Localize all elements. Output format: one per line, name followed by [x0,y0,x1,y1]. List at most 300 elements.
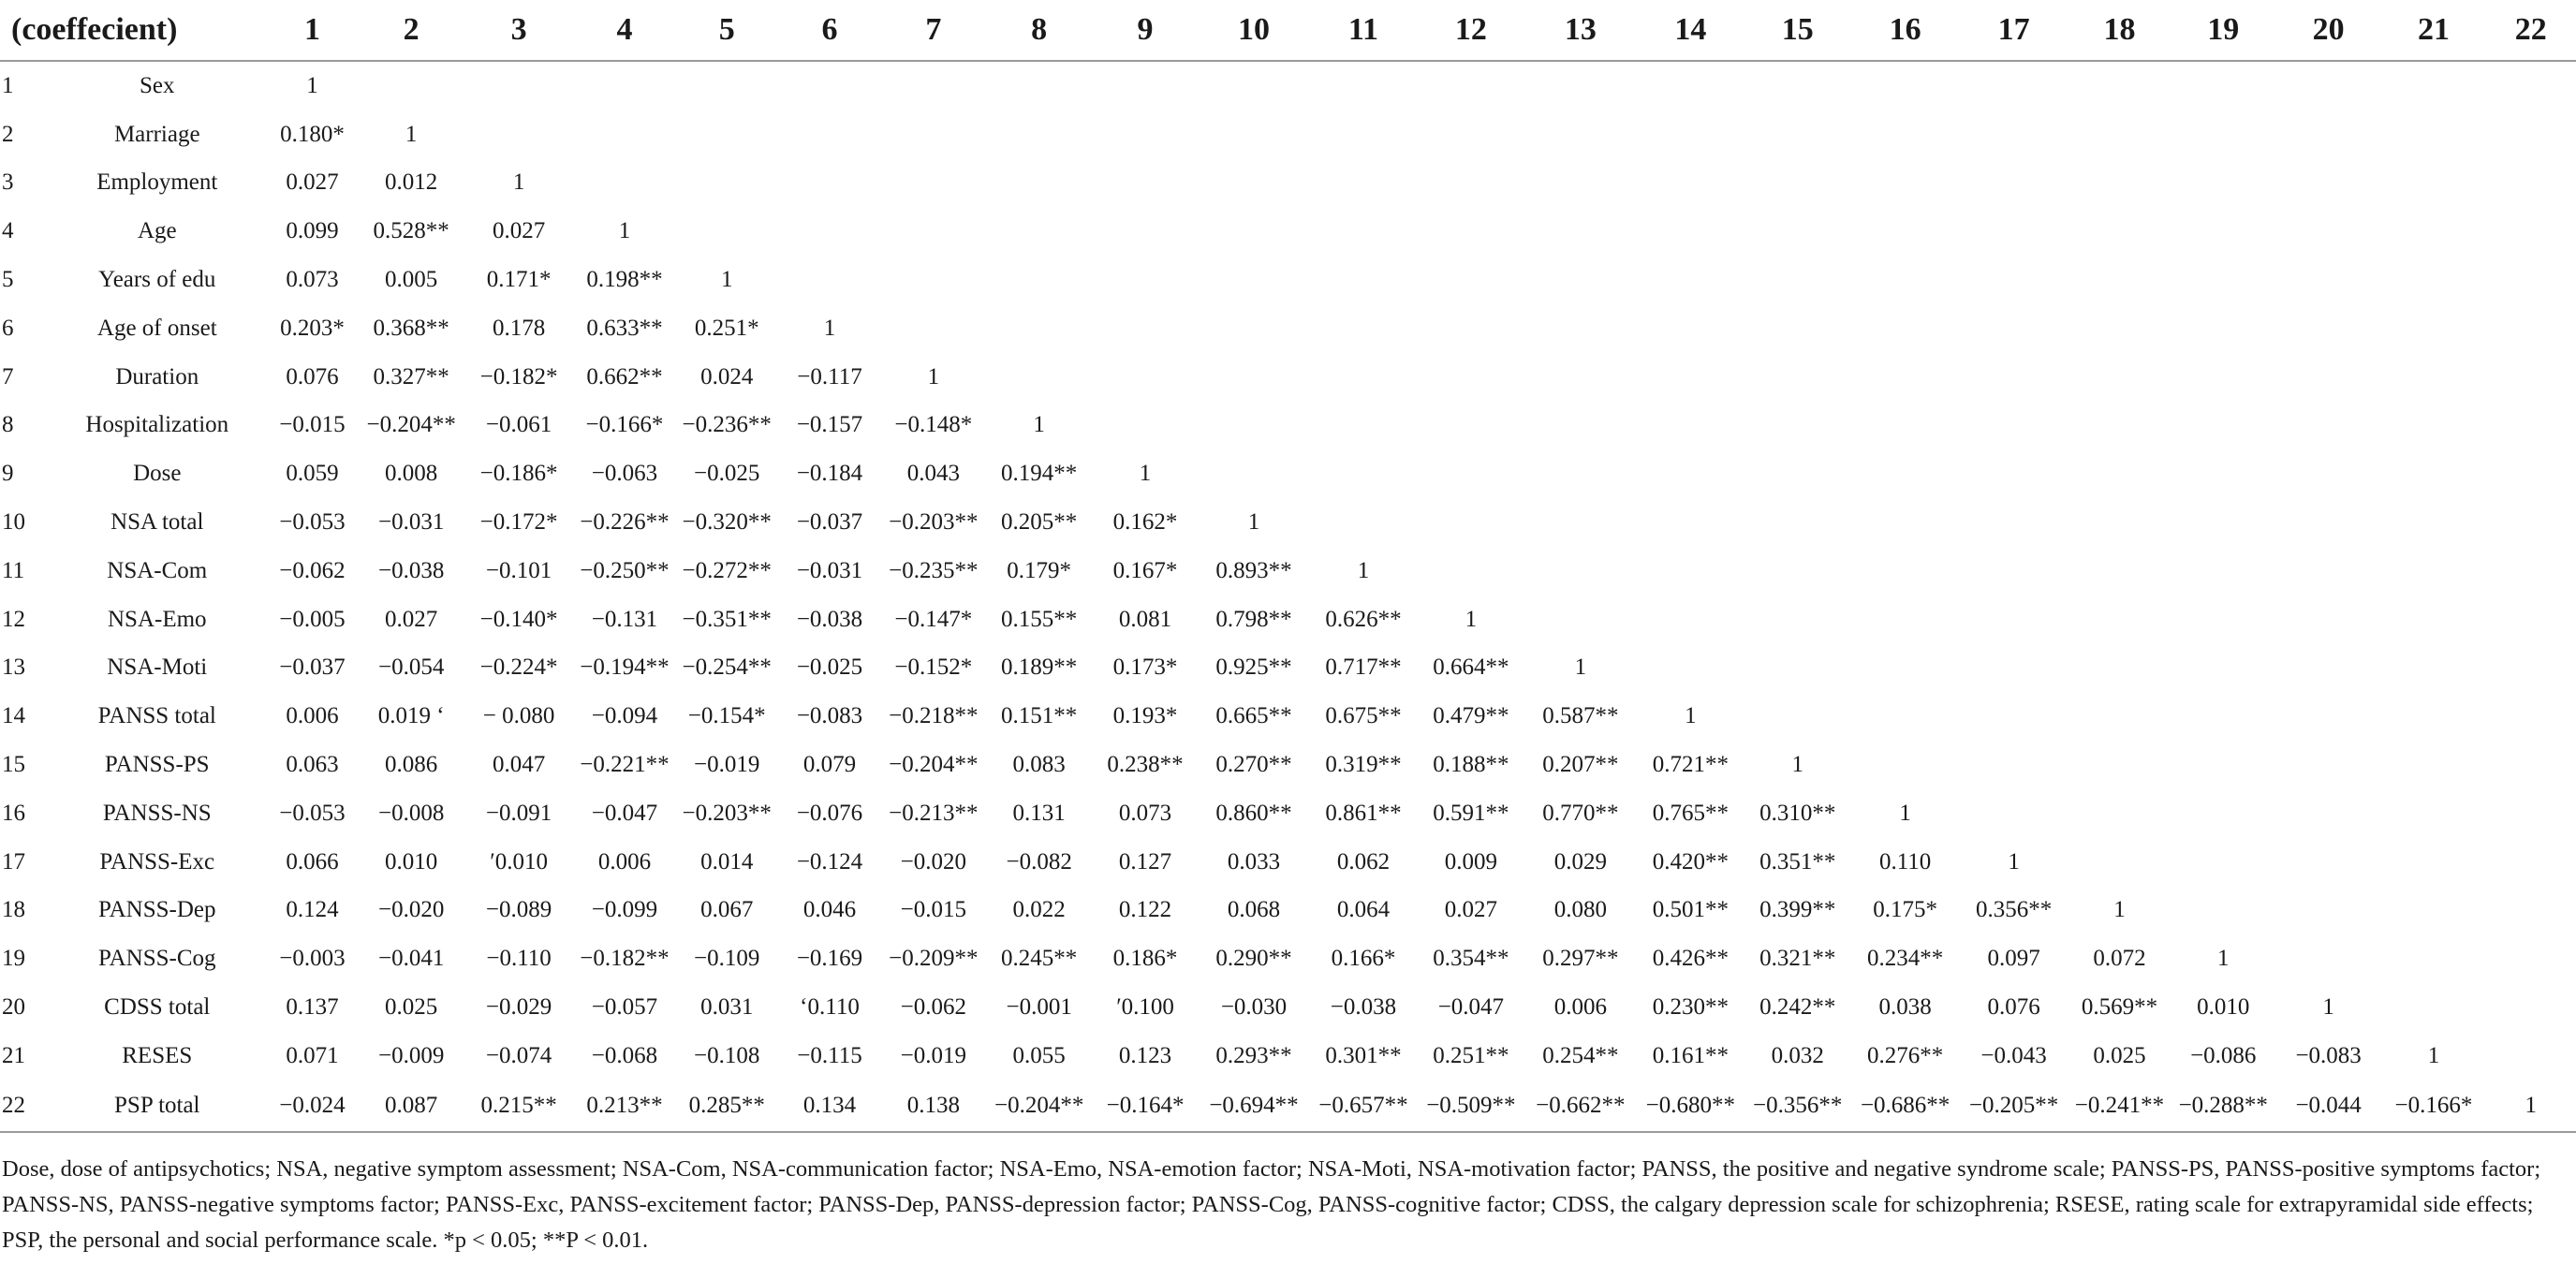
coefficient-cell: −0.025 [796,654,863,681]
empty-cell [1850,110,1960,159]
column-header-20: 20 [2275,0,2382,61]
coefficient-cell: 0.675** [1325,703,1402,729]
coefficient-cell: 0.124 [286,897,339,923]
coefficient-cell: −0.509** [1426,1092,1516,1118]
coefficient-cell: −0.272** [682,557,772,583]
coefficient-cell: −0.038 [796,606,863,632]
column-header-15: 15 [1744,0,1850,61]
table-row [0,498,2576,547]
coefficient-cell: 0.024 [700,363,754,390]
empty-cell [2171,353,2275,402]
empty-cell [2171,110,2275,159]
coefficient-cell: −0.169 [796,946,863,972]
table-row [0,644,2576,693]
column-header-3: 3 [464,0,574,61]
coefficient-cell: −0.694** [1209,1092,1299,1118]
empty-cell [1960,789,2068,838]
coefficient-cell: −0.109 [694,946,760,972]
row-variable-name: Years of edu [98,267,216,293]
coefficient-cell: −0.182* [479,363,558,390]
empty-cell [1850,547,1960,595]
row-number: 5 [2,267,14,293]
empty-cell [2382,402,2486,450]
row-number: 22 [2,1092,25,1118]
coefficient-cell: 0.151** [1001,703,1078,729]
coefficient-cell: 0.064 [1336,897,1391,923]
empty-cell [2275,304,2382,353]
empty-cell [778,207,881,256]
coefficient-cell: 0.059 [286,461,339,487]
coefficient-cell: −0.041 [377,946,445,972]
coefficient-cell: −0.157 [796,412,863,438]
row-number: 15 [2,752,25,778]
empty-cell [2275,402,2382,450]
coefficient-cell: −0.166* [2394,1092,2473,1118]
empty-cell [1744,547,1850,595]
coefficient-cell: 0.301** [1325,1042,1402,1068]
row-variable-name: NSA-Moti [107,654,208,681]
coefficient-cell: 0.242** [1759,994,1836,1021]
empty-cell [2068,449,2171,498]
empty-cell [1960,110,2068,159]
coefficient-cell: 0.189** [1001,654,1078,681]
coefficient-cell: 0.006 [286,703,339,729]
coefficient-cell: 0.356** [1975,897,2053,923]
coefficient-header-label: (coeffecient) [0,0,266,61]
row-variable-name: PANSS-Dep [98,897,216,923]
table-row [0,353,2576,402]
coefficient-cell: 0.251* [694,315,759,341]
empty-cell [2485,838,2576,887]
empty-cell [2275,159,2382,208]
empty-cell [675,61,778,110]
coefficient-cell: 0.073 [286,267,339,293]
empty-cell [1417,353,1524,402]
empty-cell [2382,207,2486,256]
coefficient-cell: 0.066 [286,848,339,875]
coefficient-cell: 0.006 [1553,994,1607,1021]
coefficient-cell: 0.072 [2093,946,2146,972]
row-variable-name: Dose [133,461,182,487]
row-number: 14 [2,703,25,729]
empty-cell [2485,887,2576,935]
coefficient-cell: 0.155** [1001,606,1078,632]
coefficient-cell: 0.027 [1444,897,1497,923]
empty-cell [2382,61,2486,110]
coefficient-cell: 0.198** [586,267,663,293]
coefficient-cell: 0.087 [385,1092,438,1118]
coefficient-cell: −0.131 [591,606,658,632]
coefficient-cell: 0.319** [1325,752,1402,778]
row-number: 16 [2,800,25,826]
empty-cell [1417,402,1524,450]
coefficient-cell: −0.250** [580,557,670,583]
row-variable-name: PANSS-PS [104,752,210,778]
empty-cell [2382,110,2486,159]
coefficient-cell: 0.245** [1001,946,1078,972]
empty-cell [2275,838,2382,887]
row-variable-name: PSP total [114,1092,200,1118]
coefficient-cell: 0.205** [1001,509,1078,536]
empty-cell [1093,304,1199,353]
row-number: 10 [2,509,25,536]
coefficient-cell: 1 [1685,703,1697,729]
empty-cell [2275,207,2382,256]
empty-cell [1744,595,1850,644]
row-number: 20 [2,994,25,1021]
coefficient-cell: −0.218** [889,703,979,729]
empty-cell [1744,256,1850,304]
empty-cell [2068,789,2171,838]
empty-cell [2171,644,2275,693]
empty-cell [2068,692,2171,741]
empty-cell [1960,692,2068,741]
coefficient-cell: −0.686** [1860,1092,1950,1118]
empty-cell [1417,498,1524,547]
empty-cell [2485,741,2576,789]
coefficient-cell: −0.047 [591,800,658,826]
coefficient-cell: −0.053 [279,509,346,536]
empty-cell [2382,353,2486,402]
empty-cell [2382,595,2486,644]
empty-cell [881,256,986,304]
coefficient-cell: 0.081 [1118,606,1172,632]
empty-cell [1524,256,1636,304]
coefficient-cell: −0.061 [485,412,552,438]
empty-cell [1417,304,1524,353]
coefficient-cell: 1 [1574,654,1587,681]
empty-cell [1960,741,2068,789]
empty-cell [2382,934,2486,983]
row-variable-name: Employment [96,169,218,196]
coefficient-cell: 0.080 [1553,897,1607,923]
empty-cell [2382,789,2486,838]
row-number: 7 [2,363,14,390]
empty-cell [1198,449,1309,498]
coefficient-cell: 0.290** [1215,946,1292,972]
coefficient-cell: 0.186* [1112,946,1178,972]
empty-cell [1310,498,1418,547]
empty-cell [2275,934,2382,983]
coefficient-cell: 0.031 [700,994,754,1021]
empty-cell [2485,449,2576,498]
empty-cell [2485,110,2576,159]
empty-cell [2485,207,2576,256]
empty-cell [2485,547,2576,595]
coefficient-cell: 0.173* [1112,654,1178,681]
table-row [0,449,2576,498]
coefficient-cell: −0.037 [796,509,863,536]
empty-cell [1310,353,1418,402]
coefficient-cell: −0.662** [1536,1092,1626,1118]
empty-cell [986,61,1093,110]
coefficient-cell: 0.010 [2197,994,2250,1021]
empty-cell [2485,159,2576,208]
coefficient-cell: 1 [405,121,418,147]
empty-cell [1744,353,1850,402]
coefficient-cell: 0.038 [1878,994,1932,1021]
row-number: 11 [2,557,25,583]
empty-cell [986,353,1093,402]
empty-cell [2275,547,2382,595]
empty-cell [1310,207,1418,256]
empty-cell [1093,207,1199,256]
row-number: 4 [2,218,14,244]
empty-cell [1850,353,1960,402]
coefficient-cell: −0.203** [889,509,979,536]
coefficient-cell: −0.086 [2190,1042,2257,1068]
coefficient-cell: 0.479** [1433,703,1509,729]
empty-cell [2275,256,2382,304]
coefficient-cell: 0.351** [1759,848,1836,875]
coefficient-cell: 0.009 [1444,848,1497,875]
empty-cell [1744,449,1850,498]
coefficient-cell: 0.230** [1652,994,1729,1021]
empty-cell [464,61,574,110]
empty-cell [1850,595,1960,644]
empty-cell [1850,304,1960,353]
coefficient-cell: 0.215** [480,1092,557,1118]
table-row [0,934,2576,983]
table-footnote: Dose, dose of antipsychotics; NSA, negative symptom assessment; NSA-Com, NSA-communication factor; NSA-Emo, NSA-emotion factor; NSA-Moti, NSA-motivation factor; PANSS, the positive and negative syndrome scale; PANSS-PS, PANSS-positive symptoms factor; PANSS-NS, PANSS-negative symptoms factor; PANSS-Exc, PANSS-excitement factor; PANSS-Dep, PANSS-depression factor; PANSS-Cog, PANSS-cognitive factor; CDSS, the calgary depression scale for schizophrenia; RSESE, rating scale for extrapyramidal side effects; PSP, the personal and social performance scale. *p < 0.05; **P < 0.01. [0,1132,2576,1258]
empty-cell [881,304,986,353]
row-number: 18 [2,897,25,923]
coefficient-cell: 1 [2217,946,2230,972]
empty-cell [2485,304,2576,353]
coefficient-cell: 0.063 [286,752,339,778]
empty-cell [1310,61,1418,110]
row-variable-name: Age of onset [96,315,217,341]
row-number: 8 [2,412,14,438]
coefficient-cell: 0.203* [280,315,345,341]
coefficient-cell: −0.115 [797,1042,862,1068]
coefficient-cell: −0.043 [1980,1042,2047,1068]
empty-cell [1198,256,1309,304]
coefficient-cell: 1 [823,315,836,341]
empty-cell [2068,838,2171,887]
coefficient-cell: 0.022 [1012,897,1066,923]
coefficient-cell: −0.005 [279,606,346,632]
column-header-21: 21 [2382,0,2486,61]
empty-cell [1093,402,1199,450]
coefficient-cell: 0.161** [1652,1042,1729,1068]
table-row [0,304,2576,353]
empty-cell [1636,207,1744,256]
empty-cell [1093,61,1199,110]
empty-cell [2382,304,2486,353]
coefficient-cell: −0.029 [485,994,552,1021]
row-variable-name: RESES [122,1042,193,1068]
coefficient-cell: −0.657** [1318,1092,1408,1118]
empty-cell [2068,547,2171,595]
empty-cell [2171,595,2275,644]
coefficient-cell: −0.038 [377,557,445,583]
coefficient-cell: −0.044 [2295,1092,2362,1118]
coefficient-cell: 0.010 [385,848,438,875]
coefficient-cell: −0.083 [2295,1042,2362,1068]
coefficient-cell: −0.068 [591,1042,658,1068]
coefficient-cell: −0.082 [1006,848,1072,875]
coefficient-cell: 1 [2113,897,2126,923]
empty-cell [2485,644,2576,693]
coefficient-cell: 0.027 [286,169,339,196]
coefficient-cell: 1 [1791,752,1803,778]
column-header-4: 4 [574,0,676,61]
coefficient-cell: −0.053 [279,800,346,826]
row-variable-name: NSA total [110,509,204,536]
coefficient-cell: 0.025 [385,994,438,1021]
coefficient-cell: 0.270** [1215,752,1292,778]
empty-cell [2068,595,2171,644]
coefficient-cell: 0.025 [2093,1042,2146,1068]
coefficient-cell: 0.179* [1007,557,1072,583]
empty-cell [2275,498,2382,547]
coefficient-cell: 0.528** [373,218,449,244]
table-row [0,789,2576,838]
coefficient-cell: 0.086 [385,752,438,778]
coefficient-cell: −0.057 [591,994,658,1021]
coefficient-cell: −0.680** [1645,1092,1735,1118]
row-variable-name: PANSS total [97,703,216,729]
coefficient-cell: −0.062 [900,994,966,1021]
row-variable-name: Duration [115,363,199,390]
table-row [0,61,2576,110]
coefficient-cell: −0.091 [485,800,552,826]
coefficient-cell: 0.005 [385,267,438,293]
empty-cell [1744,61,1850,110]
empty-cell [2485,1032,2576,1081]
empty-cell [778,256,881,304]
coefficient-cell: −0.204** [889,752,979,778]
empty-cell [1310,449,1418,498]
empty-cell [2171,741,2275,789]
coefficient-cell: 0.131 [1012,800,1066,826]
empty-cell [1198,402,1309,450]
coefficient-cell: −0.009 [377,1042,445,1068]
coefficient-cell: 0.717** [1325,654,1402,681]
empty-cell [1417,110,1524,159]
empty-cell [574,159,676,208]
empty-cell [881,207,986,256]
empty-cell [1850,61,1960,110]
coefficient-cell: −0.224* [479,654,558,681]
empty-cell [1524,61,1636,110]
row-variable-name: PANSS-Cog [98,946,216,972]
coefficient-cell: 1 [720,267,733,293]
row-number: 1 [2,72,14,98]
coefficient-cell: 1 [1899,800,1911,826]
coefficient-cell: 0.327** [373,363,449,390]
coefficient-cell: 0.721** [1652,752,1729,778]
column-header-6: 6 [778,0,881,61]
coefficient-cell: 0.134 [802,1092,857,1118]
empty-cell [1744,304,1850,353]
empty-cell [2068,61,2171,110]
table-row [0,256,2576,304]
row-variable-name: NSA-Emo [107,606,207,632]
coefficient-cell: −0.063 [591,461,658,487]
coefficient-cell: 1 [2427,1042,2440,1068]
coefficient-cell: 0.166* [1331,946,1396,972]
empty-cell [1524,353,1636,402]
empty-cell [1744,402,1850,450]
coefficient-cell: 0.293** [1215,1042,1292,1068]
coefficient-cell: 0.633** [586,315,663,341]
empty-cell [1850,644,1960,693]
coefficient-cell: 0.234** [1867,946,1944,972]
column-header-5: 5 [675,0,778,61]
column-header-7: 7 [881,0,986,61]
column-header-13: 13 [1524,0,1636,61]
coefficient-cell: 0.055 [1012,1042,1066,1068]
empty-cell [1524,449,1636,498]
empty-cell [881,61,986,110]
empty-cell [1960,207,2068,256]
empty-cell [1850,256,1960,304]
row-number: 6 [2,315,14,341]
empty-cell [1636,449,1744,498]
empty-cell [2068,402,2171,450]
coefficient-cell: −0.024 [279,1092,346,1118]
coefficient-cell: 0.569** [2081,994,2158,1021]
coefficient-cell: 1 [306,72,318,98]
coefficient-cell: −0.147* [894,606,973,632]
empty-cell [1524,547,1636,595]
row-variable-name: PANSS-Exc [99,848,215,875]
coefficient-cell: −0.209** [889,946,979,972]
coefficient-cell: −0.008 [377,800,445,826]
coefficient-cell: 1 [1465,606,1478,632]
empty-cell [2382,741,2486,789]
coefficient-cell: 0.012 [385,169,438,196]
coefficient-cell: −0.030 [1220,994,1288,1021]
coefficient-cell: −0.152* [894,654,973,681]
coefficient-cell: −0.203** [682,800,772,826]
coefficient-cell: 0.925** [1215,654,1292,681]
empty-cell [986,207,1093,256]
coefficient-cell: 0.354** [1433,946,1509,972]
empty-cell [1417,207,1524,256]
empty-cell [2171,207,2275,256]
coefficient-cell: 0.893** [1215,557,1292,583]
table-row [0,402,2576,450]
coefficient-cell: −0.235** [889,557,979,583]
table-row [0,1032,2576,1081]
empty-cell [2485,595,2576,644]
empty-cell [1417,256,1524,304]
coefficient-cell: 1 [1247,509,1260,536]
empty-cell [2275,449,2382,498]
row-variable-name: NSA-Com [107,557,208,583]
coefficient-cell: 0.765** [1652,800,1729,826]
footnote-row [0,1132,2576,1258]
empty-cell [2068,256,2171,304]
empty-cell [2485,692,2576,741]
empty-cell [2275,644,2382,693]
coefficient-cell: −0.154* [687,703,766,729]
coefficient-cell: −0.194** [580,654,670,681]
empty-cell [2171,304,2275,353]
table-row [0,838,2576,887]
empty-cell [1636,402,1744,450]
empty-cell [2171,61,2275,110]
coefficient-cell: 0.027 [385,606,438,632]
empty-cell [2068,498,2171,547]
coefficient-cell: −0.076 [796,800,863,826]
empty-cell [359,61,464,110]
empty-cell [2485,934,2576,983]
column-header-22: 22 [2485,0,2576,61]
